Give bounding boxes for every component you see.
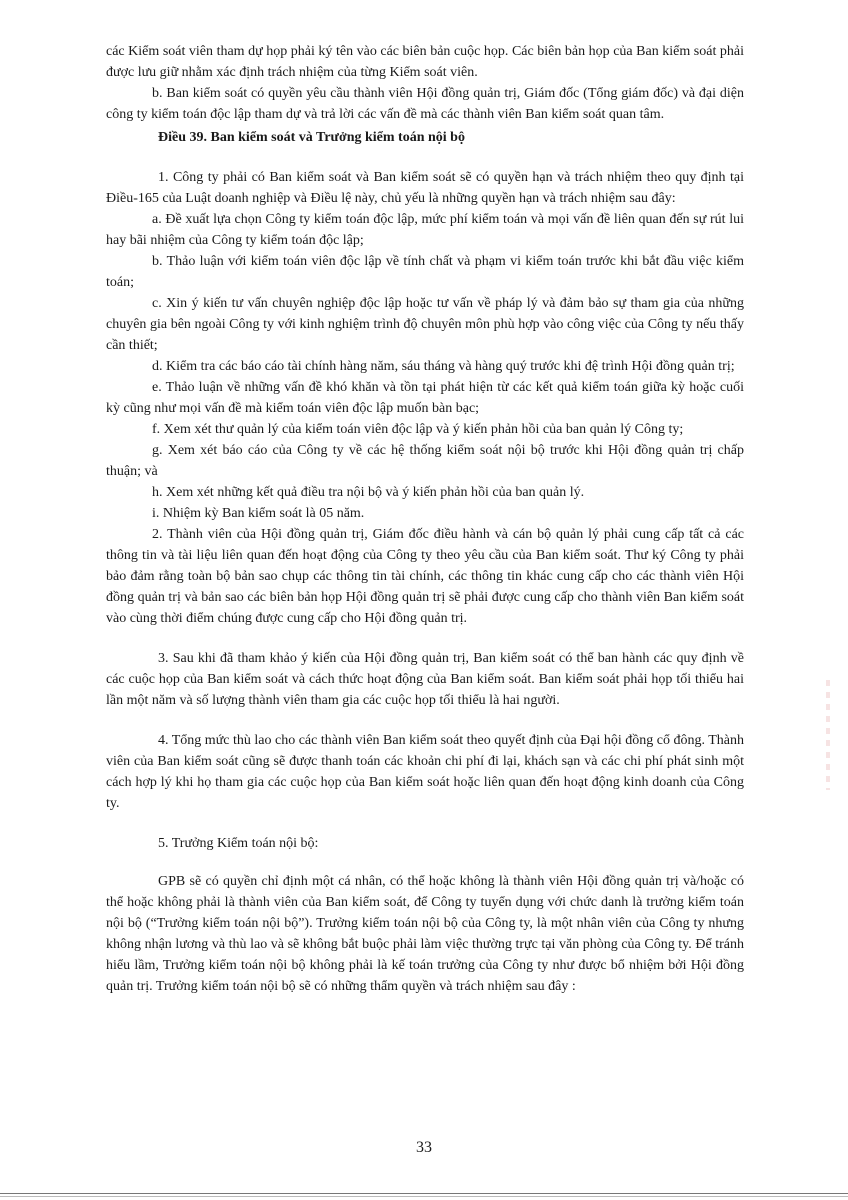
list-item-b: b. Thảo luận với kiểm toán viên độc lập về tính chất và phạm vi kiểm toán trước khi bắt đầu việc kiểm toán; [106, 254, 744, 290]
page-number: 33 [416, 1139, 432, 1156]
scan-edge-line-secondary [0, 1196, 848, 1197]
list-item-i: i. Nhiệm kỳ Ban kiểm soát là 05 năm. [152, 506, 365, 521]
paragraph-clause-2: 2. Thành viên của Hội đồng quản trị, Giám đốc điều hành và cán bộ quản lý phải cung cấp tất cả các thông tin và tài liệu liên quan đến hoạt động của Công ty theo yêu cầu của Ban kiểm soát. Thư ký Công ty phải bảo đảm rằng toàn bộ bản sao chụp các thông tin tài chính, các thông tin khác cung cấp cho các thành viên Hội đồng quản trị và bản sao các biên bản họp Hội đồng quản trị sẽ phải được cung cấp cho thành viên Ban kiểm soát vào cùng thời điểm chúng được cung cấp cho Hội đồng quản trị. [106, 527, 744, 626]
scan-edge-line [0, 1193, 848, 1194]
paragraph-clause-1: 1. Công ty phải có Ban kiểm soát và Ban kiểm soát sẽ có quyền hạn và trách nhiệm theo quy định tại Điều-165 của Luật doanh nghiệp và Điều lệ này, chủ yếu là những quyền hạn và trách nhiệm sau đây: [106, 170, 744, 206]
section-heading: Điều 39. Ban kiểm soát và Trưởng kiểm toán nội bộ [158, 130, 465, 145]
list-item-g: g. Xem xét báo cáo của Công ty về các hệ thống kiểm soát nội bộ trước khi Hội đồng quản trị chấp thuận; và [106, 443, 744, 479]
list-item-a: a. Đề xuất lựa chọn Công ty kiểm toán độc lập, mức phí kiểm toán và mọi vấn đề liên quan đến sự rút lui hay bãi nhiệm của Công ty kiểm toán độc lập; [106, 212, 744, 248]
list-item-f: f. Xem xét thư quản lý của kiểm toán viên độc lập và ý kiến phản hồi của ban quản lý Công ty; [152, 422, 684, 437]
scan-margin-mark [826, 680, 830, 790]
document-body [106, 41, 744, 997]
paragraph-clause-4: 4. Tổng mức thù lao cho các thành viên Ban kiểm soát theo quyết định của Đại hội đồng cổ đông. Thành viên của Ban kiểm soát cũng sẽ được thanh toán các khoản chi phí đi lại, khách sạn và các chi phí phát sinh một cách hợp lý khi họ tham gia các cuộc họp của Ban kiểm soát hoặc liên quan đến hoạt động kinh doanh của Công ty. [106, 733, 744, 811]
list-item-h: h. Xem xét những kết quả điều tra nội bộ và ý kiến phản hồi của ban quản lý. [152, 485, 585, 500]
paragraph-clause-5: 5. Trưởng Kiểm toán nội bộ: [158, 836, 319, 851]
paragraph-clause-3: 3. Sau khi đã tham khảo ý kiến của Hội đồng quản trị, Ban kiểm soát có thể ban hành các quy định về các cuộc họp của Ban kiểm soát và cách thức hoạt động của Ban kiểm soát. Ban kiểm soát phải họp tối thiểu hai lần một năm và số lượng thành viên tham gia các cuộc họp tối thiểu là hai người. [106, 651, 744, 708]
list-item-d: d. Kiểm tra các báo cáo tài chính hàng năm, sáu tháng và hàng quý trước khi đệ trình Hội đồng quản trị; [152, 359, 735, 374]
paragraph-item-b: b. Ban kiểm soát có quyền yêu cầu thành viên Hội đồng quản trị, Giám đốc (Tổng giám đốc) và đại diện công ty kiểm toán độc lập tham dự và trả lời các vấn đề mà các thành viên Ban kiểm soát quan tâm. [106, 86, 744, 122]
paragraph-continuation: các Kiểm soát viên tham dự họp phải ký tên vào các biên bản cuộc họp. Các biên bản họp của Ban kiểm soát phải được lưu giữ nhằm xác định trách nhiệm của từng Kiểm soát viên. [106, 44, 744, 80]
paragraph-internal-audit: GPB sẽ có quyền chỉ định một cá nhân, có thể hoặc không là thành viên Hội đồng quản trị và/hoặc có thể hoặc không phải là thành viên của Ban kiểm soát, để Công ty tuyển dụng với chức danh là trưởng kiểm toán nội bộ (“Trưởng kiểm toán nội bộ”). Trưởng kiểm toán nội bộ của Công ty, là một nhân viên của Công ty nhưng không nhận lương và thù lao và sẽ không bắt buộc phải làm việc thường trực tại văn phòng của Công ty. Để tránh hiểu lầm, Trưởng kiểm toán nội bộ không phải là kế toán trưởng của Công ty như được bổ nhiệm bởi Hội đồng quản trị. Trưởng kiểm toán nội bộ sẽ có những thẩm quyền và trách nhiệm sau đây : [106, 874, 744, 994]
list-item-e: e. Thảo luận về những vấn đề khó khăn và tồn tại phát hiện từ các kết quả kiểm toán giữa kỳ hoặc cuối kỳ cũng như mọi vấn đề mà kiểm toán viên độc lập muốn bàn bạc; [106, 380, 744, 416]
list-item-c: c. Xin ý kiến tư vấn chuyên nghiệp độc lập hoặc tư vấn về pháp lý và đảm bảo sự tham gia của những chuyên gia bên ngoài Công ty với kinh nghiệm trình độ chuyên môn phù hợp vào công việc của Công ty nếu thấy cần thiết; [106, 296, 744, 353]
